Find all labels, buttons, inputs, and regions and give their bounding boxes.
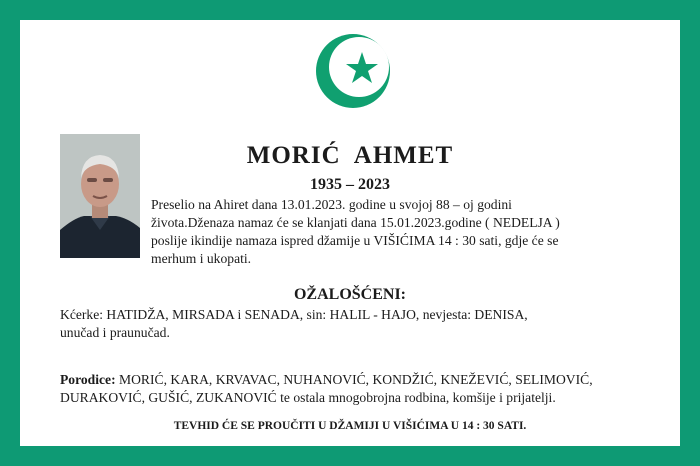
life-years: 1935 – 2023 (310, 176, 390, 193)
families-label: Porodice: (60, 372, 116, 387)
families-paragraph (60, 371, 660, 407)
families-text: MORIĆ, KARA, KRVAVAC, NUHANOVIĆ, KONDŽIĆ, KNEŽEVIĆ, SELIMOVIĆ, DURAKOVIĆ, GUŠIĆ, ZUKANOVIĆ te ostala mnogobrojna rodbina, komšije i prijatelji. (60, 372, 593, 405)
obituary-card (20, 20, 680, 446)
announcement-text: Preselio na Ahiret dana 13.01.2023. godine u svojoj 88 – oj godini života.Dženaza namaz će se klanjati dana 15.01.2023.godine ( NEDELJA ) poslije ikindije namaza ispred džamije u VIŠIĆIMA 14 : 30 sati, gdje će se merhum i ukopati. (151, 197, 560, 266)
deceased-name: MORIĆ AHMET (246, 142, 454, 169)
tevhid-notice: TEVHID ĆE SE PROUČITI U DŽAMIJI U VIŠIĆIMA U 14 : 30 SATI. (173, 420, 527, 432)
children-list: Kćerke: HATIDŽA, MIRSADA i SENADA, sin: HALIL - HAJO, nevjesta: DENISA, unučad i praunučad. (60, 307, 528, 340)
crescent-star-icon (306, 30, 402, 108)
mourners-heading: OŽALOŠĆENI: (293, 286, 407, 303)
